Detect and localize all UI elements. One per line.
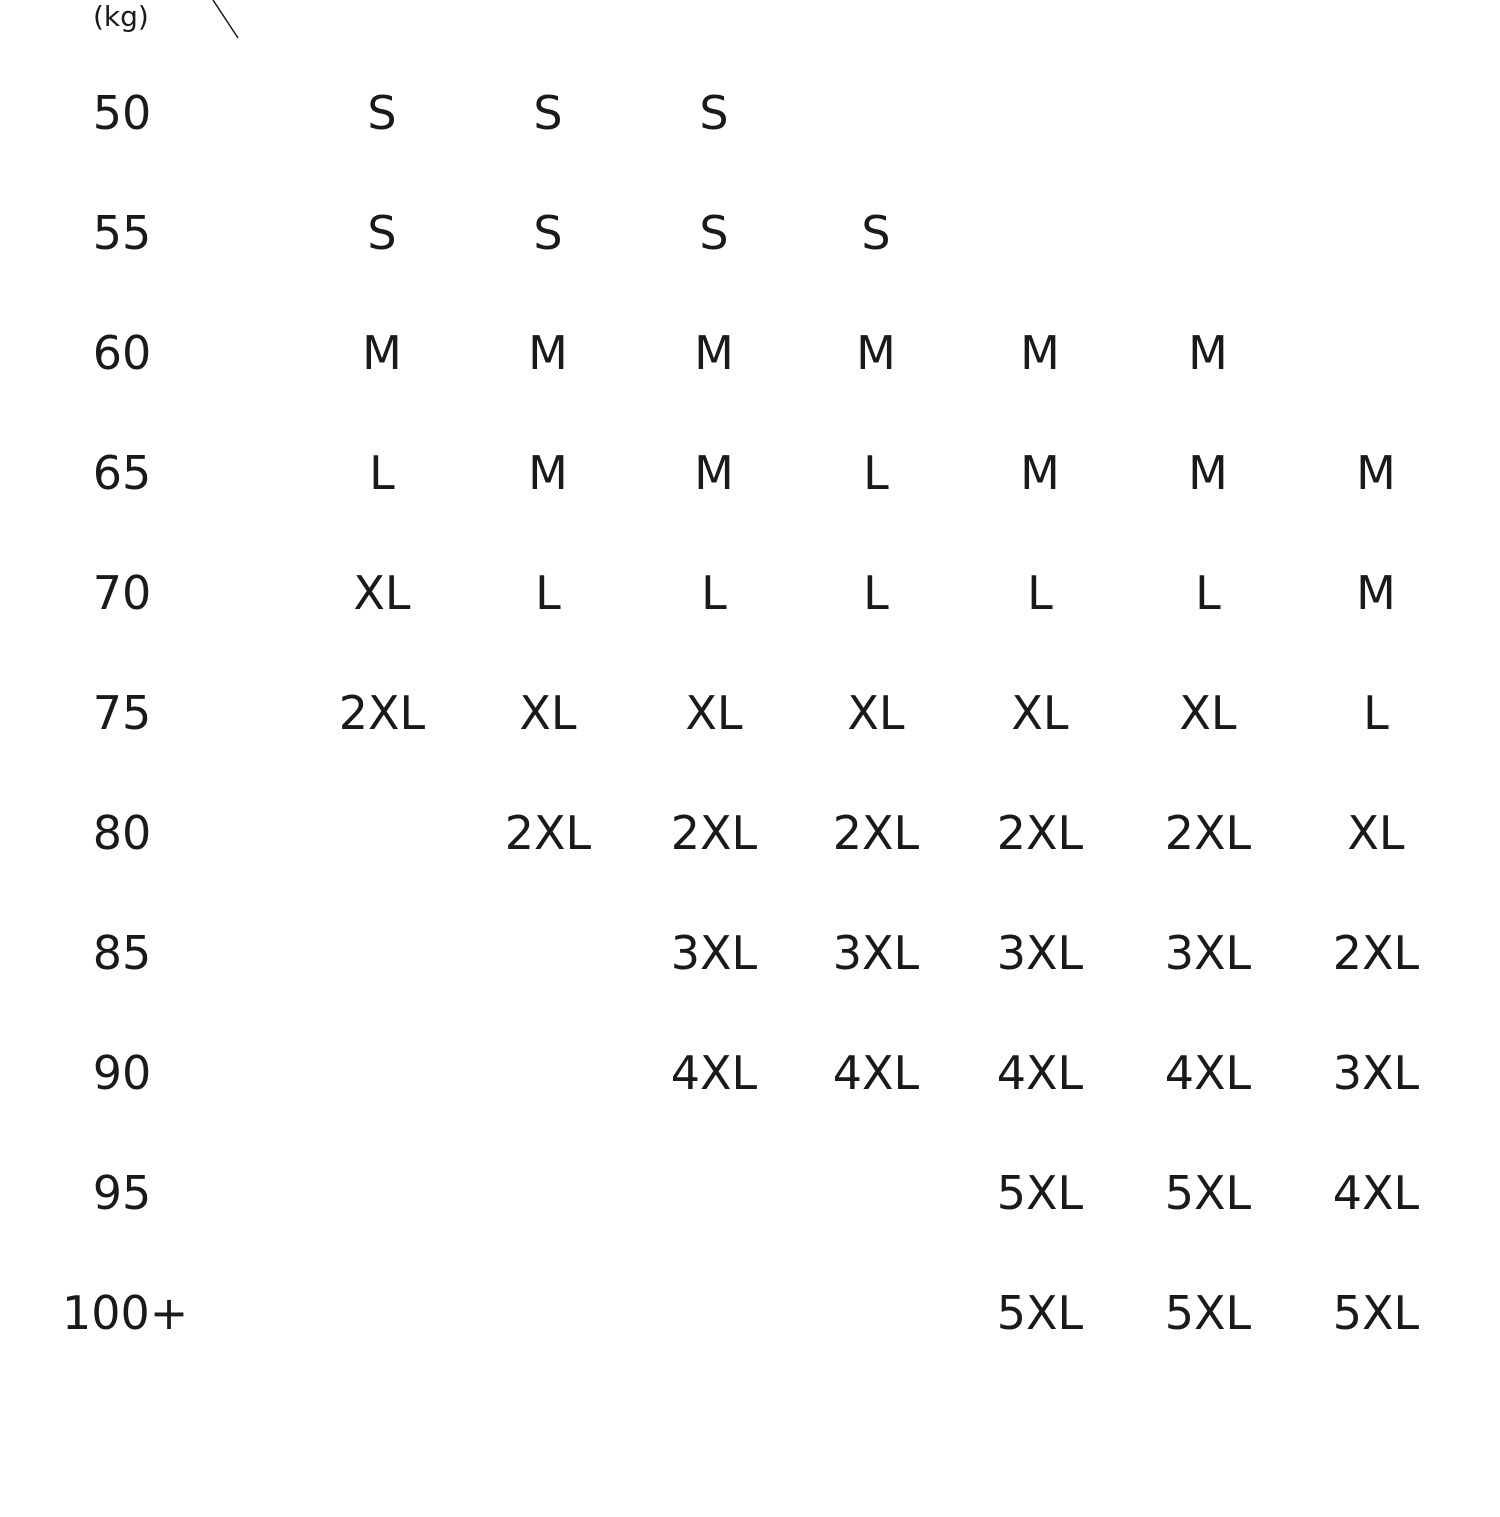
size-cell: 2XL — [670, 806, 758, 860]
size-cell: 5XL — [996, 1286, 1084, 1340]
size-cell: L — [535, 566, 561, 620]
size-cell: 2XL — [1332, 926, 1420, 980]
size-cell: M — [528, 326, 568, 380]
size-cell: L — [863, 566, 889, 620]
size-cell: M — [362, 326, 402, 380]
weight-label: 85 — [92, 926, 152, 980]
size-cell: 4XL — [1332, 1166, 1420, 1220]
size-cell: 4XL — [832, 1046, 920, 1100]
size-cell: S — [533, 86, 563, 140]
size-cell: M — [528, 446, 568, 500]
size-cell: 2XL — [504, 806, 592, 860]
size-cell: XL — [519, 686, 577, 740]
size-cell: 5XL — [1164, 1166, 1252, 1220]
weight-label: 60 — [92, 326, 152, 380]
weight-label: 80 — [92, 806, 152, 860]
size-cell: 2XL — [996, 806, 1084, 860]
size-cell: 2XL — [338, 686, 426, 740]
size-cell: 3XL — [996, 926, 1084, 980]
size-cell: S — [533, 206, 563, 260]
size-cell: 5XL — [996, 1166, 1084, 1220]
size-cell: XL — [685, 686, 743, 740]
size-cell: 5XL — [1164, 1286, 1252, 1340]
size-cell: L — [1363, 686, 1389, 740]
size-cell: 3XL — [1332, 1046, 1420, 1100]
size-cell: 4XL — [996, 1046, 1084, 1100]
weight-label: 75 — [92, 686, 152, 740]
weight-label: 65 — [92, 446, 152, 500]
weight-label: 95 — [92, 1166, 152, 1220]
size-cell: 3XL — [670, 926, 758, 980]
size-cell: XL — [353, 566, 411, 620]
weight-label: 90 — [92, 1046, 152, 1100]
weight-label: 55 — [92, 206, 152, 260]
size-cell: 5XL — [1332, 1286, 1420, 1340]
size-cell: 3XL — [832, 926, 920, 980]
size-cell: L — [1027, 566, 1053, 620]
size-cell: 3XL — [1164, 926, 1252, 980]
size-cell: 4XL — [1164, 1046, 1252, 1100]
size-cell: S — [367, 86, 397, 140]
size-cell: M — [1020, 326, 1060, 380]
size-cell: M — [1356, 446, 1396, 500]
size-cell: XL — [1011, 686, 1069, 740]
size-cell: L — [1195, 566, 1221, 620]
weight-label: 50 — [92, 86, 152, 140]
header-diagonal-line — [0, 0, 260, 50]
size-cell: 2XL — [832, 806, 920, 860]
size-cell: 4XL — [670, 1046, 758, 1100]
size-cell: S — [699, 206, 729, 260]
size-cell: M — [1020, 446, 1060, 500]
size-cell: M — [1188, 326, 1228, 380]
size-cell: M — [1356, 566, 1396, 620]
size-cell: XL — [1179, 686, 1237, 740]
size-cell: M — [856, 326, 896, 380]
weight-label: 100+ — [62, 1286, 189, 1340]
weight-unit-label: (kg) — [93, 0, 149, 33]
size-cell: M — [694, 326, 734, 380]
size-cell: 2XL — [1164, 806, 1252, 860]
size-cell: S — [699, 86, 729, 140]
size-cell: M — [694, 446, 734, 500]
size-cell: S — [861, 206, 891, 260]
size-cell: M — [1188, 446, 1228, 500]
weight-label: 70 — [92, 566, 152, 620]
size-cell: XL — [1347, 806, 1405, 860]
size-cell: L — [701, 566, 727, 620]
size-cell: XL — [847, 686, 905, 740]
size-cell: L — [863, 446, 889, 500]
size-cell: L — [369, 446, 395, 500]
size-cell: S — [367, 206, 397, 260]
